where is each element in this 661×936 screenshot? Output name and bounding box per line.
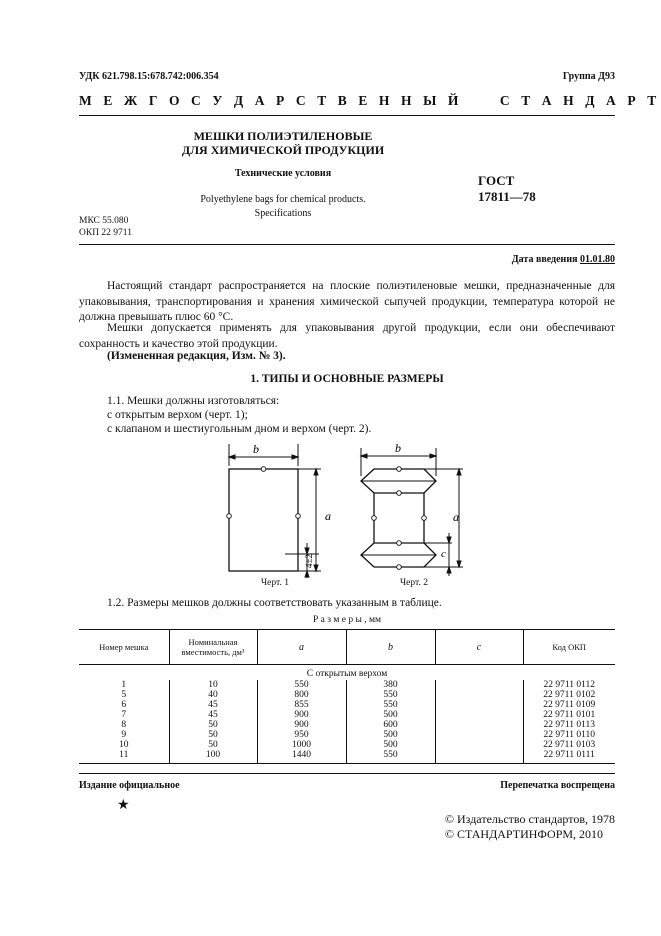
clause-1-1-valve: с клапаном и шестиугольным дном и верхом (черт. 2). <box>107 423 372 435</box>
gost-designation <box>478 173 536 205</box>
col-header-okp-code: Код ОКП <box>523 630 615 665</box>
table-cell: 22 9711 0113 <box>523 720 615 730</box>
gost-label: ГОСТ <box>478 173 515 188</box>
table-row <box>79 690 615 700</box>
clause-1-2: 1.2. Размеры мешков должны соответствовать указанным в таблице. <box>107 597 442 609</box>
table-cell: 550 <box>346 750 435 764</box>
table-cell: 600 <box>346 720 435 730</box>
table-row <box>79 730 615 740</box>
classification-codes <box>79 215 132 239</box>
table-cell <box>435 730 523 740</box>
sizes-table <box>79 629 615 764</box>
table-cell: 50 <box>169 720 257 730</box>
table-cell: 8 <box>121 720 127 730</box>
table-cell <box>435 680 523 690</box>
table-cell: 550 <box>257 680 346 690</box>
section-1-heading: 1. ТИПЫ И ОСНОВНЫЕ РАЗМЕРЫ <box>250 373 444 385</box>
table-row <box>79 750 615 764</box>
table-cell: 500 <box>346 710 435 720</box>
col-header-capacity: Номинальная вместимость, дм³ <box>169 630 257 665</box>
table-cell: 100 <box>169 750 257 764</box>
official-edition: Издание официальное <box>79 780 180 791</box>
table-cell <box>435 690 523 700</box>
drawing-1-label-tolerance: 4±2 <box>304 554 314 568</box>
intro-paragraph-1: Настоящий стандарт распространяется на плоские полиэтиленовые мешки, предназначенные для упаковывания, транспортирования и хранения химической сыпучей продукции, температура которой не должна превышать плюс 60 °С. <box>79 280 615 323</box>
clause-1-1-open-top: с открытым верхом (черт. 1); <box>107 409 248 421</box>
table-cell <box>435 700 523 710</box>
reprint-prohibited: Перепечатка воспрещена <box>500 780 615 791</box>
group-code: Группа Д93 <box>562 71 615 82</box>
table-cell: 50 <box>169 730 257 740</box>
table-cell: 7 <box>121 710 127 720</box>
table-cell: 800 <box>257 690 346 700</box>
drawing-2-caption: Черт. 2 <box>400 578 428 588</box>
effective-date-value: 01.01.80 <box>580 254 615 265</box>
table-cell <box>435 740 523 750</box>
table-row <box>79 700 615 710</box>
english-title <box>150 193 416 221</box>
col-header-bag-number: Номер мешка <box>99 642 149 652</box>
drawing-1-label-b: b <box>253 442 259 456</box>
col-header-a: a <box>257 630 346 665</box>
table-caption: Р а з м е р ы , мм <box>312 615 381 625</box>
table-cell: 45 <box>169 700 257 710</box>
table-header-row <box>79 630 615 665</box>
okp-code: ОКП 22 9711 <box>79 228 132 238</box>
table-cell: 500 <box>346 740 435 750</box>
table-cell: 950 <box>257 730 346 740</box>
drawing-2-valve-hex-bag <box>355 438 475 578</box>
table-cell: 9 <box>121 730 127 740</box>
drawing-1-open-top-bag <box>215 438 335 578</box>
title-line-2: ДЛЯ ХИМИЧЕСКОЙ ПРОДУКЦИИ <box>181 143 385 157</box>
table-row <box>79 720 615 730</box>
document-title <box>150 129 416 157</box>
english-title-line-2: Specifications <box>254 208 312 219</box>
drawing-2-label-a: a <box>453 510 459 524</box>
table-cell: 855 <box>257 700 346 710</box>
table-cell: 22 9711 0111 <box>523 750 615 764</box>
table-cell: 550 <box>346 690 435 700</box>
table-cell: 22 9711 0109 <box>523 700 615 710</box>
title-rule <box>79 244 615 245</box>
drawing-2-label-c: c <box>441 548 446 560</box>
table-cell: 900 <box>257 720 346 730</box>
gost-number: 17811—78 <box>478 189 536 204</box>
amendment-note: (Измененная редакция, Изм. № 3). <box>107 350 286 362</box>
table-cell <box>435 750 523 764</box>
table-cell: 1 <box>121 680 127 690</box>
table-row <box>79 680 615 690</box>
table-cell: 45 <box>169 710 257 720</box>
copyright-2010: © СТАНДАРТИНФОРМ, 2010 <box>444 827 604 841</box>
col-header-c: c <box>435 630 523 665</box>
table-body <box>79 665 615 764</box>
subtitle: Технические условия <box>234 168 332 179</box>
copyright-block <box>445 812 615 842</box>
table-cell: 22 9711 0101 <box>523 710 615 720</box>
title-line-1: МЕШКИ ПОЛИЭТИЛЕНОВЫЕ <box>193 129 373 143</box>
mks-code: МКС 55.080 <box>79 216 129 226</box>
table-cell: 500 <box>346 730 435 740</box>
effective-date <box>512 254 615 265</box>
table-cell: 900 <box>257 710 346 720</box>
table-cell: 10 <box>169 680 257 690</box>
section-open-top: С открытым верхом <box>306 669 388 679</box>
table-row <box>79 710 615 720</box>
drawing-1-label-a: a <box>325 509 331 523</box>
table-cell <box>435 710 523 720</box>
table-cell: 22 9711 0102 <box>523 690 615 700</box>
table-cell: 10 <box>119 740 129 750</box>
table-cell: 22 9711 0103 <box>523 740 615 750</box>
table-section-row <box>79 665 615 681</box>
table-cell: 22 9711 0112 <box>523 680 615 690</box>
table-cell <box>435 720 523 730</box>
drawing-1-caption: Черт. 1 <box>261 578 289 588</box>
table-cell: 40 <box>169 690 257 700</box>
table-cell: 22 9711 0110 <box>523 730 615 740</box>
copyright-1978: © Издательство стандартов, 1978 <box>444 812 615 826</box>
table-row <box>79 740 615 750</box>
col-header-b: b <box>346 630 435 665</box>
table-cell: 1440 <box>257 750 346 764</box>
effective-date-label: Дата введения <box>511 254 578 265</box>
footer-rule <box>79 773 615 774</box>
table-cell: 6 <box>121 700 127 710</box>
banner-rule <box>79 115 615 116</box>
table-cell: 5 <box>121 690 127 700</box>
clause-1-1: 1.1. Мешки должны изготовляться: <box>107 395 280 407</box>
drawing-2-label-b: b <box>395 441 401 455</box>
table-cell: 380 <box>346 680 435 690</box>
star-mark: ★ <box>117 798 130 813</box>
standard-banner: М Е Ж Г О С У Д А Р С Т В Е Н Н Ы Й С Т А Н Д А Р Т <box>79 93 661 108</box>
udk-code: УДК 621.798.15:678.742:006.354 <box>79 71 219 82</box>
table-cell: 1000 <box>257 740 346 750</box>
table-cell: 550 <box>346 700 435 710</box>
intro-paragraph-2: Мешки допускается применять для упаковывания другой продукции, если они обеспечивают сохранность и качество этой продукции. <box>79 322 615 350</box>
english-title-line-1: Polyethylene bags for chemical products. <box>200 194 366 205</box>
table-cell: 50 <box>169 740 257 750</box>
table-cell: 11 <box>119 750 129 760</box>
